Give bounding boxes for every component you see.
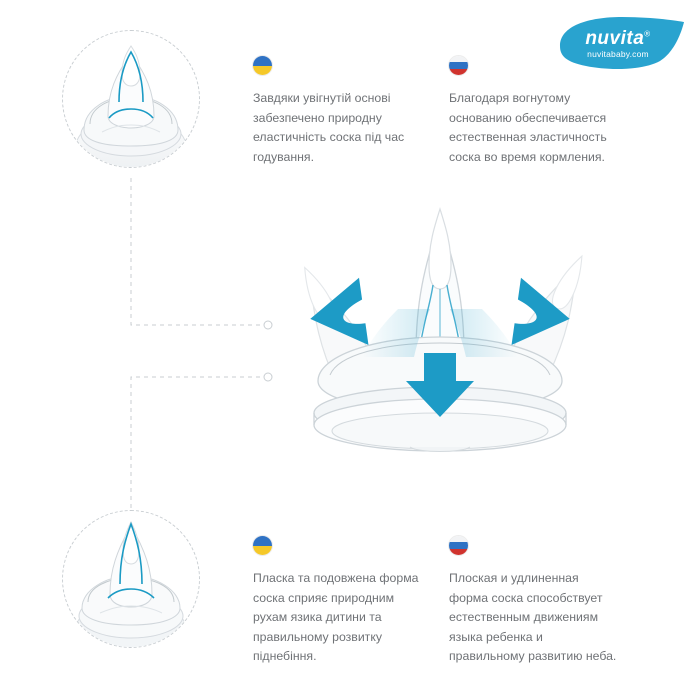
ua-flag-icon [253, 536, 272, 555]
text-block-ru-bottom [449, 536, 617, 667]
description-ua-top: Завдяки увігнутій основі забезпечено природну еластичність соска під час годування. [253, 91, 405, 164]
text-block-ua-bottom [253, 536, 421, 667]
callout-circle-flat-nipple [62, 510, 202, 650]
description-ru-top: Благодаря вогнутому основанию обеспечивается естественная эластичность соска во время кормления. [449, 91, 607, 164]
bottle-nipple-concave-base-illustration [62, 30, 202, 170]
description-ru-bottom: Плоская и удлиненная форма соска способствует естественным движениям языка ребенка и правильному развитию неба. [449, 571, 617, 663]
registered-mark: ® [644, 29, 651, 39]
text-block-ru-top [449, 56, 617, 167]
ru-flag-icon [449, 536, 468, 555]
logo-wordmark: nuvita® [585, 28, 651, 49]
logo-website: nuvitababy.com [587, 49, 649, 59]
description-ua-bottom: Пласка та подовжена форма соска сприяє природним рухам язика дитини та правильному розвитку піднебіння. [253, 571, 419, 663]
callout-circle-concave-base [62, 30, 202, 170]
bottle-nipple-flat-elongated-illustration [62, 510, 202, 650]
ru-flag-icon [449, 56, 468, 75]
ua-flag-icon [253, 56, 272, 75]
flexible-nipple-with-direction-arrows [290, 185, 620, 495]
text-block-ua-top [253, 56, 421, 167]
